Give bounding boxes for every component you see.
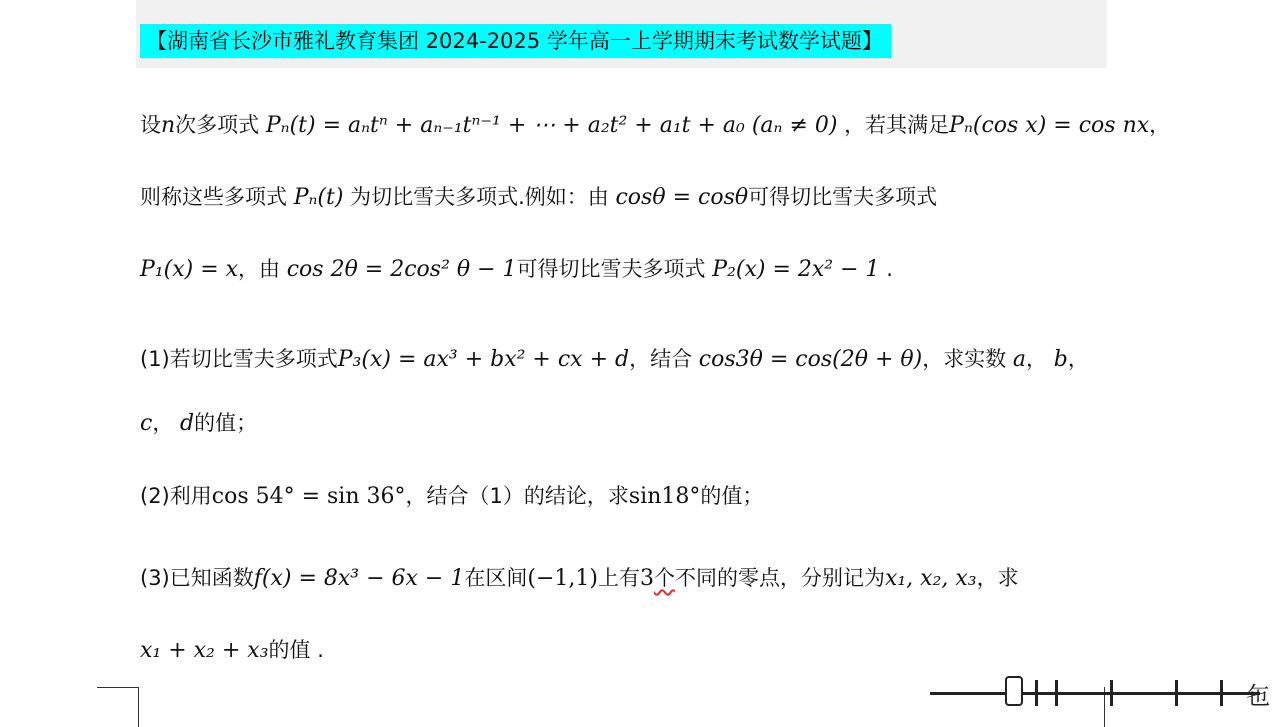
text: 为切比雪夫多项式.例如：由 <box>350 185 609 209</box>
text: 的值 . <box>268 638 324 662</box>
slider-tick <box>1175 680 1178 706</box>
crop-mark-horizontal <box>97 687 139 688</box>
text: 上有 <box>597 566 640 590</box>
crop-mark-vertical <box>138 687 139 727</box>
text: ， <box>1149 113 1171 137</box>
math-roots: x₁, x₂, x₃ <box>884 566 977 591</box>
text: ，求 <box>976 566 1019 590</box>
intro-line-3 <box>140 249 893 290</box>
math-Pn: Pₙ(t) <box>293 185 344 210</box>
math-cos54: cos 54° = sin 36° <box>211 484 406 509</box>
math-P3: P₃(x) = ax³ + bx² + cx + d <box>337 347 630 372</box>
math-d: d <box>180 411 195 436</box>
math-c: c <box>140 411 153 436</box>
text: (1)若切比雪夫多项式 <box>140 347 338 371</box>
question-1-line-1 <box>140 339 1089 380</box>
text: . <box>886 257 893 281</box>
math-n: n <box>161 113 176 138</box>
math-sin18: sin18° <box>628 484 701 509</box>
question-3-line-2 <box>140 630 324 671</box>
slider-handle[interactable] <box>1005 676 1023 706</box>
question-1-line-2 <box>140 403 257 444</box>
math-P2: P₂(x) = 2x² − 1 <box>712 257 880 282</box>
text: 的值； <box>700 484 764 508</box>
text: ，结合（1）的结论，求 <box>405 484 629 508</box>
spellcheck-word: 个 <box>653 566 675 590</box>
zoom-slider[interactable] <box>925 676 1280 710</box>
math-a: a <box>1012 347 1027 372</box>
math-interval: (−1,1) <box>527 566 598 591</box>
text: 次多项式 <box>175 113 260 137</box>
slider-tick <box>1055 680 1058 706</box>
text: 可得切比雪夫多项式 <box>516 257 706 281</box>
text: ，若其满足 <box>844 113 950 137</box>
slider-track <box>930 692 1260 695</box>
text: ，结合 <box>629 347 693 371</box>
text: 在区间 <box>464 566 528 590</box>
intro-line-2 <box>140 177 937 218</box>
condition-formula: Pₙ(cos x) = cos nx <box>949 113 1150 138</box>
question-2 <box>140 476 763 517</box>
text: 则称这些多项式 <box>140 185 287 209</box>
math-triple-angle: cos3θ = cos(2θ + θ) <box>698 347 923 372</box>
tool-glyph-icon[interactable]: 㐌 <box>1246 682 1270 710</box>
intro-line-1 <box>140 105 1170 146</box>
text: ，求实数 <box>922 347 1007 371</box>
text: 可得切比雪夫多项式 <box>748 185 938 209</box>
math-b: b <box>1053 347 1068 372</box>
text: ，由 <box>238 257 281 281</box>
polynomial-formula: Pₙ(t) = aₙtⁿ + aₙ₋₁tⁿ⁻¹ + ⋯ + a₂t² + a₁t + a₀ (aₙ ≠ 0) <box>265 113 838 138</box>
text: 设 <box>140 113 161 137</box>
document-title: 【湖南省长沙市雅礼教育集团 2024-2025 学年高一上学期期末考试数学试题】 <box>140 24 891 58</box>
slider-tick <box>1220 680 1223 706</box>
math-example: cosθ = cosθ <box>615 185 749 210</box>
text: ， <box>1067 347 1089 371</box>
math-3: 3 <box>639 566 654 591</box>
question-3-line-1 <box>140 558 1019 599</box>
text: 的值； <box>194 411 258 435</box>
text: ， <box>1026 347 1048 371</box>
math-P1: P₁(x) = x <box>140 257 239 282</box>
text: (2)利用 <box>140 484 212 508</box>
text: (3)已知函数 <box>140 566 254 590</box>
math-function: f(x) = 8x³ − 6x − 1 <box>253 566 465 591</box>
math-double-angle: cos 2θ = 2cos² θ − 1 <box>286 257 517 282</box>
math-sum: x₁ + x₂ + x₃ <box>140 638 269 663</box>
slider-tick <box>1035 680 1038 706</box>
slider-tick <box>1110 680 1113 706</box>
text: ， <box>152 411 174 435</box>
text: 不同的零点，分别记为 <box>674 566 885 590</box>
